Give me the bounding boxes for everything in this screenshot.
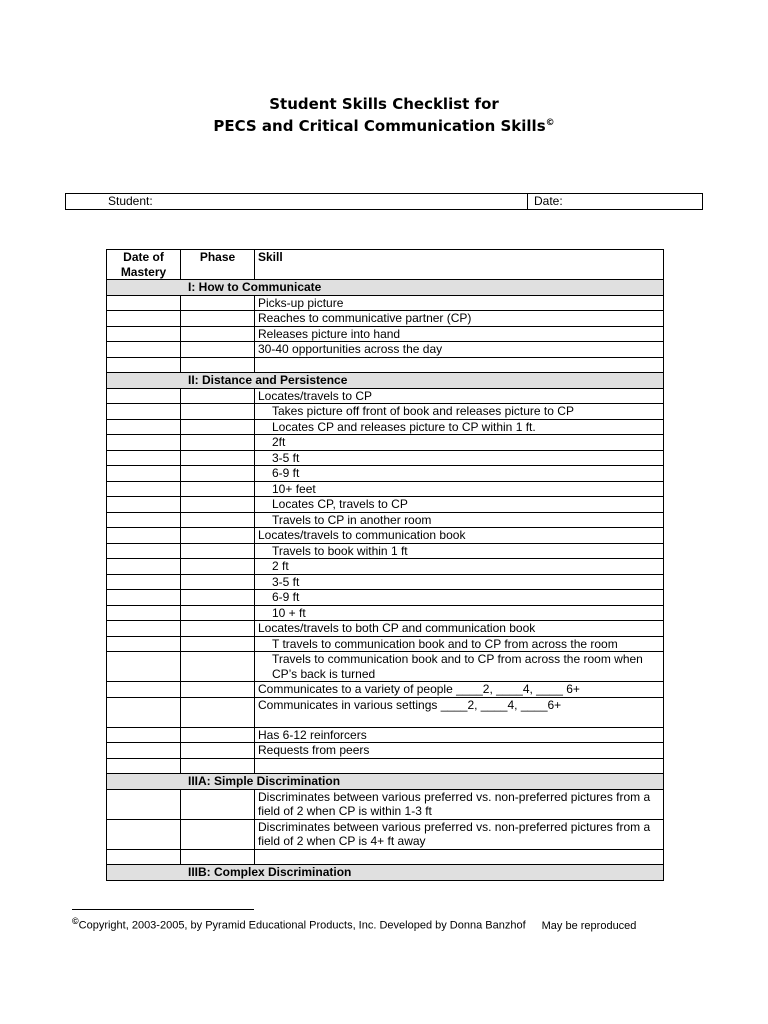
date-of-mastery-cell[interactable] (107, 497, 181, 513)
phase-cell[interactable] (181, 295, 255, 311)
skill-cell: Travels to communication book and to CP from across the room when CP’s back is turned (255, 652, 664, 682)
phase-cell[interactable] (181, 528, 255, 544)
section-title-cell (107, 774, 664, 790)
table-row (107, 621, 664, 637)
skill-cell: T travels to communication book and to CP from across the room (255, 636, 664, 652)
page-title (0, 95, 768, 113)
date-of-mastery-cell[interactable] (107, 450, 181, 466)
date-of-mastery-cell[interactable] (107, 481, 181, 497)
date-of-mastery-cell[interactable] (107, 295, 181, 311)
table-row (107, 481, 664, 497)
table-row (107, 590, 664, 606)
skill-cell: 30-40 opportunities across the day (255, 342, 664, 358)
table-row (107, 388, 664, 404)
table-row (107, 743, 664, 759)
date-of-mastery-cell[interactable] (107, 682, 181, 698)
phase-cell[interactable] (181, 388, 255, 404)
date-of-mastery-cell[interactable] (107, 435, 181, 451)
date-of-mastery-cell[interactable] (107, 758, 181, 774)
table-row (107, 404, 664, 420)
skill-cell: Releases picture into hand (255, 326, 664, 342)
skill-cell: Picks-up picture (255, 295, 664, 311)
skill-cell: Travels to CP in another room (255, 512, 664, 528)
section-title: IIIB: Complex Discrimination (188, 865, 352, 879)
date-of-mastery-cell[interactable] (107, 342, 181, 358)
phase-cell[interactable] (181, 590, 255, 606)
phase-cell[interactable] (181, 727, 255, 743)
skill-cell: Discriminates between various preferred vs. non-preferred pictures from a field of 2 when CP is within 1-3 ft (255, 789, 664, 819)
phase-cell[interactable] (181, 435, 255, 451)
phase-cell[interactable] (181, 697, 255, 727)
date-of-mastery-cell[interactable] (107, 590, 181, 606)
skill-cell: 10 + ft (255, 605, 664, 621)
date-of-mastery-cell[interactable] (107, 697, 181, 727)
date-of-mastery-cell[interactable] (107, 652, 181, 682)
date-of-mastery-cell[interactable] (107, 789, 181, 819)
phase-cell[interactable] (181, 682, 255, 698)
table-row (107, 512, 664, 528)
footnote-text: Copyright, 2003-2005, by Pyramid Educational Products, Inc. Developed by Donna Banzhof (78, 919, 526, 932)
date-label: Date: (534, 194, 563, 208)
table-row (107, 636, 664, 652)
skill-cell: Locates/travels to both CP and communication book (255, 621, 664, 637)
phase-cell[interactable] (181, 789, 255, 819)
skill-cell: 3-5 ft (255, 450, 664, 466)
date-of-mastery-cell[interactable] (107, 388, 181, 404)
table-row (107, 758, 664, 774)
date-of-mastery-cell[interactable] (107, 849, 181, 865)
header-phase: Phase (181, 250, 255, 280)
phase-cell[interactable] (181, 621, 255, 637)
table-row (107, 652, 664, 682)
table-row (107, 528, 664, 544)
skill-cell: Communicates in various settings ____2, ____4, ____6+ (255, 697, 664, 727)
table-row (107, 605, 664, 621)
phase-cell[interactable] (181, 543, 255, 559)
student-label: Student: (108, 194, 153, 208)
section-header-row (107, 373, 664, 389)
skill-cell: Takes picture off front of book and releases picture to CP (255, 404, 664, 420)
phase-cell[interactable] (181, 758, 255, 774)
skill-cell: Locates CP and releases picture to CP within 1 ft. (255, 419, 664, 435)
skill-cell: Reaches to communicative partner (CP) (255, 311, 664, 327)
copyright-mark: © (545, 118, 555, 128)
skill-cell (255, 357, 664, 373)
phase-cell[interactable] (181, 636, 255, 652)
skill-cell: Communicates to a variety of people ____2, ____4, ____ 6+ (255, 682, 664, 698)
table-row (107, 450, 664, 466)
table-header-row (107, 250, 664, 280)
date-of-mastery-cell[interactable] (107, 743, 181, 759)
date-of-mastery-cell[interactable] (107, 574, 181, 590)
phase-cell[interactable] (181, 466, 255, 482)
section-title: II: Distance and Persistence (188, 373, 348, 387)
date-of-mastery-cell[interactable] (107, 727, 181, 743)
section-title-cell (107, 373, 664, 389)
table-row (107, 819, 664, 849)
table-row (107, 697, 664, 727)
phase-cell[interactable] (181, 559, 255, 575)
skill-cell: 6-9 ft (255, 590, 664, 606)
section-header-row (107, 280, 664, 296)
phase-cell[interactable] (181, 419, 255, 435)
student-date-box (65, 193, 703, 210)
skill-cell: 6-9 ft (255, 466, 664, 482)
skills-checklist-table (106, 249, 664, 881)
table-row (107, 326, 664, 342)
skills-table-body (107, 250, 664, 881)
skill-cell: Travels to book within 1 ft (255, 543, 664, 559)
section-title-cell (107, 865, 664, 881)
date-of-mastery-cell[interactable] (107, 357, 181, 373)
footnote-rule (72, 909, 254, 910)
table-row (107, 497, 664, 513)
date-of-mastery-cell[interactable] (107, 559, 181, 575)
date-of-mastery-cell[interactable] (107, 528, 181, 544)
page-subtitle (0, 117, 768, 135)
table-row (107, 727, 664, 743)
section-title-cell (107, 280, 664, 296)
table-row (107, 466, 664, 482)
table-row (107, 419, 664, 435)
footnote-reproduce: May be reproduced (541, 919, 637, 932)
table-row (107, 311, 664, 327)
date-of-mastery-cell[interactable] (107, 819, 181, 849)
footnote (72, 916, 636, 932)
phase-cell[interactable] (181, 450, 255, 466)
skill-cell: 2ft (255, 435, 664, 451)
table-row (107, 357, 664, 373)
table-row (107, 849, 664, 865)
phase-cell[interactable] (181, 849, 255, 865)
section-header-row (107, 774, 664, 790)
phase-cell[interactable] (181, 357, 255, 373)
skill-cell: 3-5 ft (255, 574, 664, 590)
phase-cell[interactable] (181, 497, 255, 513)
table-row (107, 559, 664, 575)
skill-cell: Locates/travels to CP (255, 388, 664, 404)
date-of-mastery-cell[interactable] (107, 636, 181, 652)
phase-cell[interactable] (181, 652, 255, 682)
date-of-mastery-cell[interactable] (107, 512, 181, 528)
skill-cell: Locates CP, travels to CP (255, 497, 664, 513)
phase-cell[interactable] (181, 743, 255, 759)
table-row (107, 543, 664, 559)
section-title: IIIA: Simple Discrimination (188, 774, 341, 788)
table-row (107, 342, 664, 358)
date-of-mastery-cell[interactable] (107, 326, 181, 342)
date-of-mastery-cell[interactable] (107, 466, 181, 482)
header-skill: Skill (255, 250, 664, 280)
section-header-row (107, 865, 664, 881)
skill-cell: 2 ft (255, 559, 664, 575)
skill-cell (255, 758, 664, 774)
skill-cell (255, 849, 664, 865)
title-line-1: Student Skills Checklist for (269, 95, 499, 113)
section-title: I: How to Communicate (188, 280, 322, 294)
footnote-copyright-mark: © (72, 916, 79, 926)
info-divider (527, 194, 528, 209)
skill-cell: Locates/travels to communication book (255, 528, 664, 544)
date-of-mastery-cell[interactable] (107, 404, 181, 420)
phase-cell[interactable] (181, 326, 255, 342)
skill-cell: Discriminates between various preferred vs. non-preferred pictures from a field of 2 when CP is 4+ ft away (255, 819, 664, 849)
table-row (107, 682, 664, 698)
phase-cell[interactable] (181, 819, 255, 849)
skill-cell: Has 6-12 reinforcers (255, 727, 664, 743)
phase-cell[interactable] (181, 481, 255, 497)
phase-cell[interactable] (181, 605, 255, 621)
table-row (107, 435, 664, 451)
phase-cell[interactable] (181, 311, 255, 327)
phase-cell[interactable] (181, 574, 255, 590)
date-of-mastery-cell[interactable] (107, 311, 181, 327)
date-of-mastery-cell[interactable] (107, 605, 181, 621)
table-row (107, 789, 664, 819)
header-date-of-mastery: Date of Mastery (107, 250, 181, 280)
table-row (107, 574, 664, 590)
skill-cell: Requests from peers (255, 743, 664, 759)
phase-cell[interactable] (181, 404, 255, 420)
title-line-2: PECS and Critical Communication Skills (213, 117, 546, 135)
date-of-mastery-cell[interactable] (107, 543, 181, 559)
skill-cell: 10+ feet (255, 481, 664, 497)
date-of-mastery-cell[interactable] (107, 419, 181, 435)
table-row (107, 295, 664, 311)
phase-cell[interactable] (181, 512, 255, 528)
phase-cell[interactable] (181, 342, 255, 358)
date-of-mastery-cell[interactable] (107, 621, 181, 637)
